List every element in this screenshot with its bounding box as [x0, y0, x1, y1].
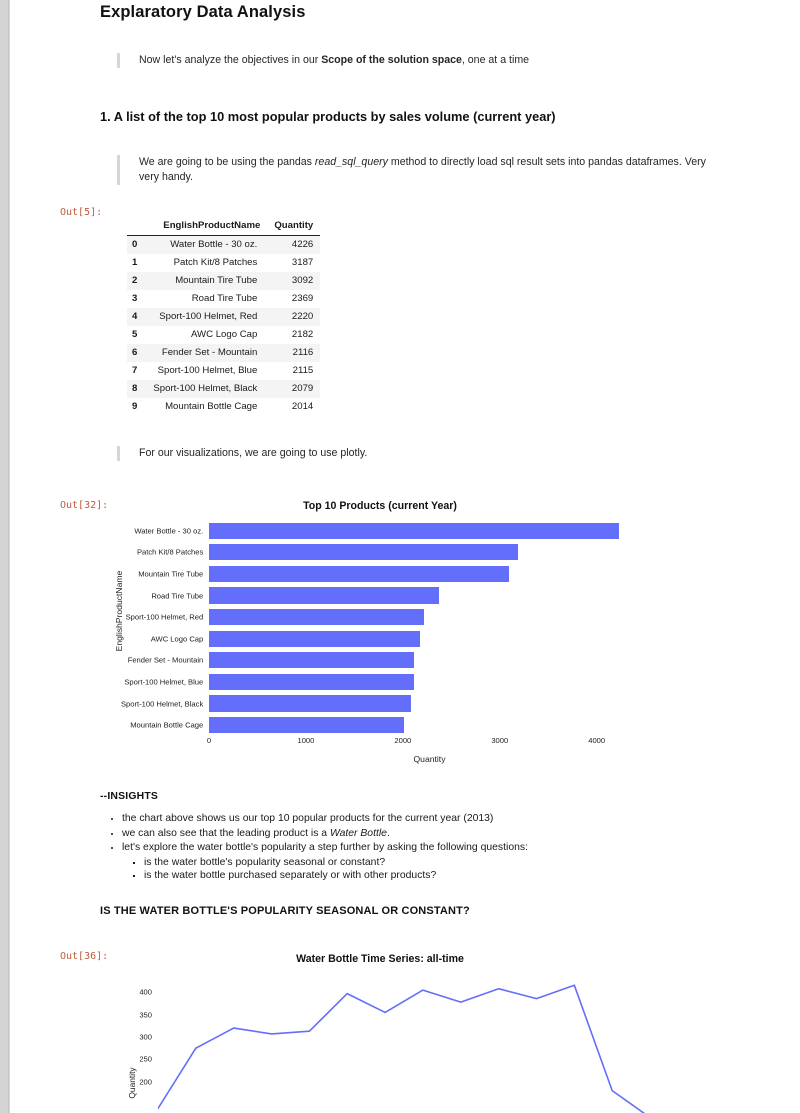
insight-text: the chart above shows us our top 10 popular products for the current year (2013)	[122, 813, 494, 824]
output-prompt-5: Out[5]:	[60, 207, 103, 218]
table-cell-index: 5	[132, 329, 138, 340]
line-chart-title: Water Bottle Time Series: all-time	[296, 953, 464, 965]
bar-chart-plot-area	[120, 520, 650, 736]
table-row	[127, 272, 320, 290]
column-header-index	[127, 217, 146, 236]
table-cell-quantity: 3092	[291, 275, 314, 286]
section-heading: 1. A list of the top 10 most popular products by sales volume (current year)	[100, 109, 556, 124]
table-row	[127, 326, 320, 344]
bar-rect[interactable]	[209, 566, 509, 582]
insight-sub-item: ▪ is the water bottle purchased separately or with other products?	[144, 869, 660, 883]
bar-chart-x-axis	[206, 736, 650, 750]
bar-rect[interactable]	[209, 544, 518, 560]
bar-chart-row[interactable]	[120, 693, 650, 715]
table-cell-product-name: Patch Kit/8 Patches	[173, 257, 258, 268]
insights-sub-list	[122, 856, 660, 883]
bar-category-label: Fender Set - Mountain	[127, 655, 204, 665]
insight-item	[122, 827, 660, 841]
bar-category-label: Sport-100 Helmet, Blue	[124, 677, 204, 687]
table-cell-quantity: 2220	[291, 311, 314, 322]
bar-chart-row[interactable]	[130, 714, 650, 736]
intro-quote-bold: Scope of the solution space	[321, 54, 462, 66]
bar-chart-row[interactable]	[151, 585, 650, 607]
table-cell-quantity: 2116	[292, 347, 314, 358]
bar-category-label: Sport-100 Helmet, Red	[125, 612, 204, 622]
line-chart-plot-area	[139, 978, 650, 1113]
table-cell-product-name: Road Tire Tube	[191, 293, 258, 304]
table-cell-index: 6	[132, 347, 138, 358]
bar-chart-row[interactable]	[134, 520, 650, 542]
bar-category-label: Patch Kit/8 Patches	[136, 547, 204, 557]
page-title: Explaratory Data Analysis	[100, 3, 306, 21]
table-cell-index: 9	[132, 401, 138, 412]
line-chart-y-axis-label: Quantity	[127, 1067, 137, 1099]
table-cell-index: 2	[132, 275, 138, 286]
table-cell-index: 3	[132, 293, 138, 304]
table-cell-quantity: 4226	[291, 239, 314, 250]
bar-chart-row[interactable]	[150, 628, 650, 650]
insight-text-tail: .	[386, 827, 390, 839]
insight-item	[122, 812, 660, 826]
table-head	[127, 217, 320, 236]
line-y-tick-label: 300	[139, 1032, 152, 1042]
water-bottle-time-series-chart[interactable]	[110, 948, 650, 1113]
bar-chart-title: Top 10 Products (current Year)	[303, 500, 457, 512]
line-y-tick-label: 200	[139, 1077, 152, 1087]
table-header-row	[127, 217, 320, 236]
bar-rect[interactable]	[209, 587, 439, 603]
table-cell-product-name: Water Bottle - 30 oz.	[170, 239, 258, 250]
table-cell-product-name: Sport-100 Helmet, Blue	[157, 365, 258, 376]
insights-heading: --INSIGHTS	[100, 791, 158, 802]
table-row	[127, 236, 320, 255]
bar-category-label: Mountain Tire Tube	[138, 569, 204, 579]
intro-quote-pre: Now let's analyze the objectives in our	[139, 54, 322, 66]
bar-x-tick-label: 2000	[394, 736, 412, 745]
column-header-product-name: EnglishProductName	[146, 217, 267, 236]
bar-rect[interactable]	[209, 674, 414, 690]
bar-chart-row[interactable]	[136, 542, 650, 564]
insight-sub-item: ▪ is the water bottle's popularity seasonal or constant?	[144, 856, 660, 870]
bar-rect[interactable]	[209, 609, 424, 625]
table-row	[127, 344, 320, 362]
bar-category-label: Sport-100 Helmet, Black	[120, 699, 204, 709]
table-cell-quantity: 3187	[291, 257, 314, 268]
pandas-method-name: read_sql_query	[314, 156, 388, 168]
notebook-page	[10, 0, 800, 1113]
bar-chart-row[interactable]	[127, 650, 650, 672]
bar-rect[interactable]	[209, 523, 619, 539]
intro-quote-post: , one at a time	[461, 54, 530, 66]
bar-rect[interactable]	[209, 652, 414, 668]
bar-category-label: Mountain Bottle Cage	[130, 720, 204, 730]
column-header-quantity: Quantity	[267, 217, 320, 236]
table-cell-index: 7	[132, 365, 138, 376]
insights-list	[100, 812, 660, 884]
table-cell-quantity: 2369	[291, 293, 314, 304]
bar-x-tick-label: 4000	[588, 736, 606, 745]
table-cell-product-name: Sport-100 Helmet, Black	[153, 383, 258, 394]
line-chart-series-path	[158, 985, 650, 1113]
bar-category-label: Water Bottle - 30 oz.	[134, 526, 204, 536]
line-y-tick-label: 350	[139, 1010, 152, 1020]
bar-category-label: AWC Logo Cap	[150, 634, 204, 644]
plotly-blockquote: For our visualizations, we are going to use plotly.	[117, 446, 597, 461]
pandas-quote-pre: We are going to be using the pandas	[139, 156, 315, 168]
pandas-quote-post: method to directly load sql result sets into pandas dataframes. Very very handy.	[139, 156, 706, 183]
table-cell-index: 0	[132, 239, 138, 250]
table-cell-product-name: Sport-100 Helmet, Red	[159, 311, 258, 322]
table-row	[127, 308, 320, 326]
bar-category-label: Road Tire Tube	[151, 591, 204, 601]
bar-chart-x-axis-label: Quantity	[413, 754, 446, 764]
intro-blockquote	[117, 53, 677, 68]
insight-text: let's explore the water bottle's popularity a step further by asking the following questions:	[122, 842, 528, 854]
table-cell-product-name: Fender Set - Mountain	[161, 347, 258, 358]
bar-rect[interactable]	[209, 717, 404, 733]
top-products-bar-chart[interactable]	[110, 496, 650, 776]
bar-chart-y-axis-label: EnglishProductName	[114, 570, 124, 652]
bar-chart-row[interactable]	[124, 671, 650, 693]
insight-item	[122, 841, 660, 883]
table-body	[127, 236, 320, 417]
insight-text: we can also see that the leading product is a	[122, 827, 330, 839]
bar-x-tick-label: 1000	[297, 736, 315, 745]
table-cell-product-name: AWC Logo Cap	[191, 329, 258, 340]
bar-chart-row[interactable]	[138, 563, 650, 585]
question-heading: IS THE WATER BOTTLE'S POPULARITY SEASONAL OR CONSTANT?	[100, 905, 470, 917]
table-cell-index: 1	[132, 257, 138, 268]
table-row	[127, 398, 320, 416]
bar-x-tick-label: 3000	[491, 736, 509, 745]
table-cell-product-name: Mountain Bottle Cage	[165, 401, 258, 412]
table-row	[127, 254, 320, 272]
table-row	[127, 290, 320, 308]
insights-bullet-list	[100, 812, 660, 883]
line-chart-svg	[158, 978, 650, 1113]
table-cell-index: 4	[132, 311, 138, 322]
line-y-tick-label: 400	[139, 987, 152, 997]
table-cell-product-name: Mountain Tire Tube	[175, 275, 258, 286]
dataframe-table	[127, 217, 320, 416]
bar-rect[interactable]	[209, 695, 411, 711]
table-row	[127, 362, 320, 380]
left-gutter-strip	[0, 0, 9, 1113]
output-prompt-32: Out[32]:	[60, 500, 109, 511]
table-cell-quantity: 2182	[291, 329, 314, 340]
table-cell-quantity: 2014	[291, 401, 314, 412]
bar-rect[interactable]	[209, 631, 420, 647]
pandas-blockquote	[117, 155, 727, 185]
line-y-tick-label: 250	[139, 1054, 152, 1064]
table-cell-quantity: 2115	[292, 365, 314, 376]
table-row	[127, 380, 320, 398]
table-cell-quantity: 2079	[291, 383, 314, 394]
output-prompt-36: Out[36]:	[60, 951, 109, 962]
table-cell-index: 8	[132, 383, 138, 394]
insight-emphasis: Water Bottle	[329, 827, 387, 839]
bar-x-tick-label: 0	[206, 736, 212, 745]
bar-chart-row[interactable]	[125, 606, 650, 628]
